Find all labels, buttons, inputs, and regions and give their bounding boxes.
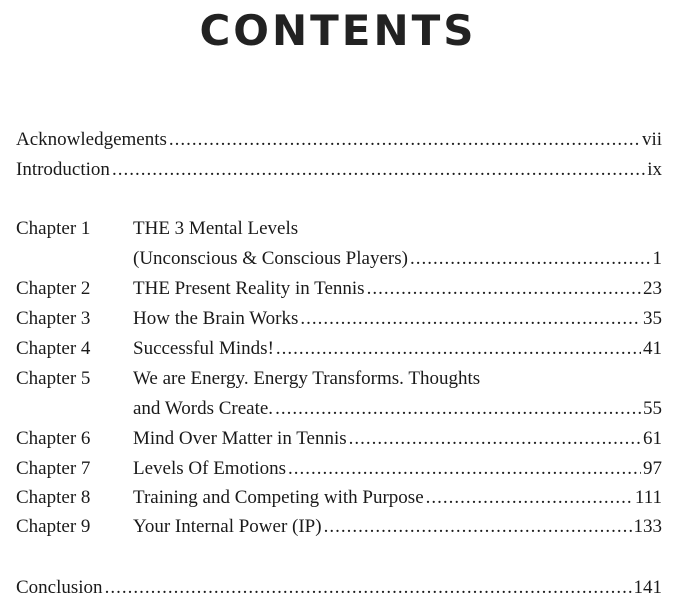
toc-entry-chapter-4 (16, 334, 662, 364)
toc-entry-introduction (16, 155, 662, 185)
toc-entry-chapter-6 (16, 424, 662, 454)
chapter-title: THE Present Reality in Tennis (133, 278, 365, 299)
dot-leader (112, 155, 645, 185)
chapter-title-continued: and Words Create. (133, 398, 274, 419)
dot-leader (105, 573, 632, 603)
toc-entry-chapter-3 (16, 304, 662, 334)
chapter-number: Chapter 9 (16, 516, 91, 537)
dot-leader (324, 512, 632, 542)
toc-entry-chapter-7 (16, 454, 662, 484)
dot-leader (410, 244, 651, 274)
page-number: 55 (643, 398, 662, 419)
chapter-title: Successful Minds! (133, 338, 274, 359)
page-number: ix (647, 159, 662, 180)
toc-entry-chapter-5 (16, 364, 662, 394)
toc-label: Conclusion (16, 577, 103, 598)
chapter-title: How the Brain Works (133, 308, 299, 329)
toc-entry-chapter-9 (16, 512, 662, 542)
chapter-title: We are Energy. Energy Transforms. Thoughts (133, 368, 481, 389)
chapter-number: Chapter 8 (16, 487, 91, 508)
dot-leader (349, 424, 641, 454)
chapter-number: Chapter 7 (16, 458, 91, 479)
toc-entry-chapter-1-continued (16, 244, 662, 274)
chapter-title: Your Internal Power (IP) (133, 516, 322, 537)
page-title: CONTENTS (199, 6, 477, 55)
dot-leader (169, 125, 640, 155)
dot-leader (275, 394, 641, 424)
page-number: 61 (643, 428, 662, 449)
toc-label: Acknowledgements (16, 129, 167, 150)
page-number: 1 (652, 248, 662, 269)
chapter-title-continued: (Unconscious & Conscious Players) (133, 248, 408, 269)
page-number: 23 (643, 278, 662, 299)
toc-label: Introduction (16, 159, 110, 180)
toc-entry-chapter-1 (16, 214, 662, 244)
toc-entry-chapter-8 (16, 483, 662, 513)
chapter-number: Chapter 4 (16, 338, 91, 359)
page-number: 97 (643, 458, 662, 479)
chapter-title: THE 3 Mental Levels (133, 218, 299, 239)
dot-leader (300, 304, 641, 334)
toc-entry-acknowledgements (16, 125, 662, 155)
dot-leader (367, 274, 641, 304)
page-number: 35 (643, 308, 662, 329)
chapter-title: Training and Competing with Purpose (133, 487, 424, 508)
chapter-number: Chapter 2 (16, 278, 91, 299)
page-number: 133 (633, 516, 662, 537)
chapter-number: Chapter 3 (16, 308, 91, 329)
chapter-number: Chapter 5 (16, 368, 91, 389)
toc-entry-chapter-2 (16, 274, 662, 304)
toc-entry-chapter-5-continued (16, 394, 662, 424)
chapter-title: Levels Of Emotions (133, 458, 287, 479)
dot-leader (426, 483, 633, 513)
page-number: 41 (643, 338, 662, 359)
chapter-number: Chapter 1 (16, 218, 91, 239)
toc-entry-conclusion (16, 573, 662, 603)
page-number: 141 (633, 577, 662, 598)
page-number: vii (641, 129, 662, 150)
page-number: 111 (634, 487, 662, 508)
dot-leader (276, 334, 641, 364)
dot-leader (288, 454, 641, 484)
chapter-number: Chapter 6 (16, 428, 91, 449)
chapter-title: Mind Over Matter in Tennis (133, 428, 347, 449)
